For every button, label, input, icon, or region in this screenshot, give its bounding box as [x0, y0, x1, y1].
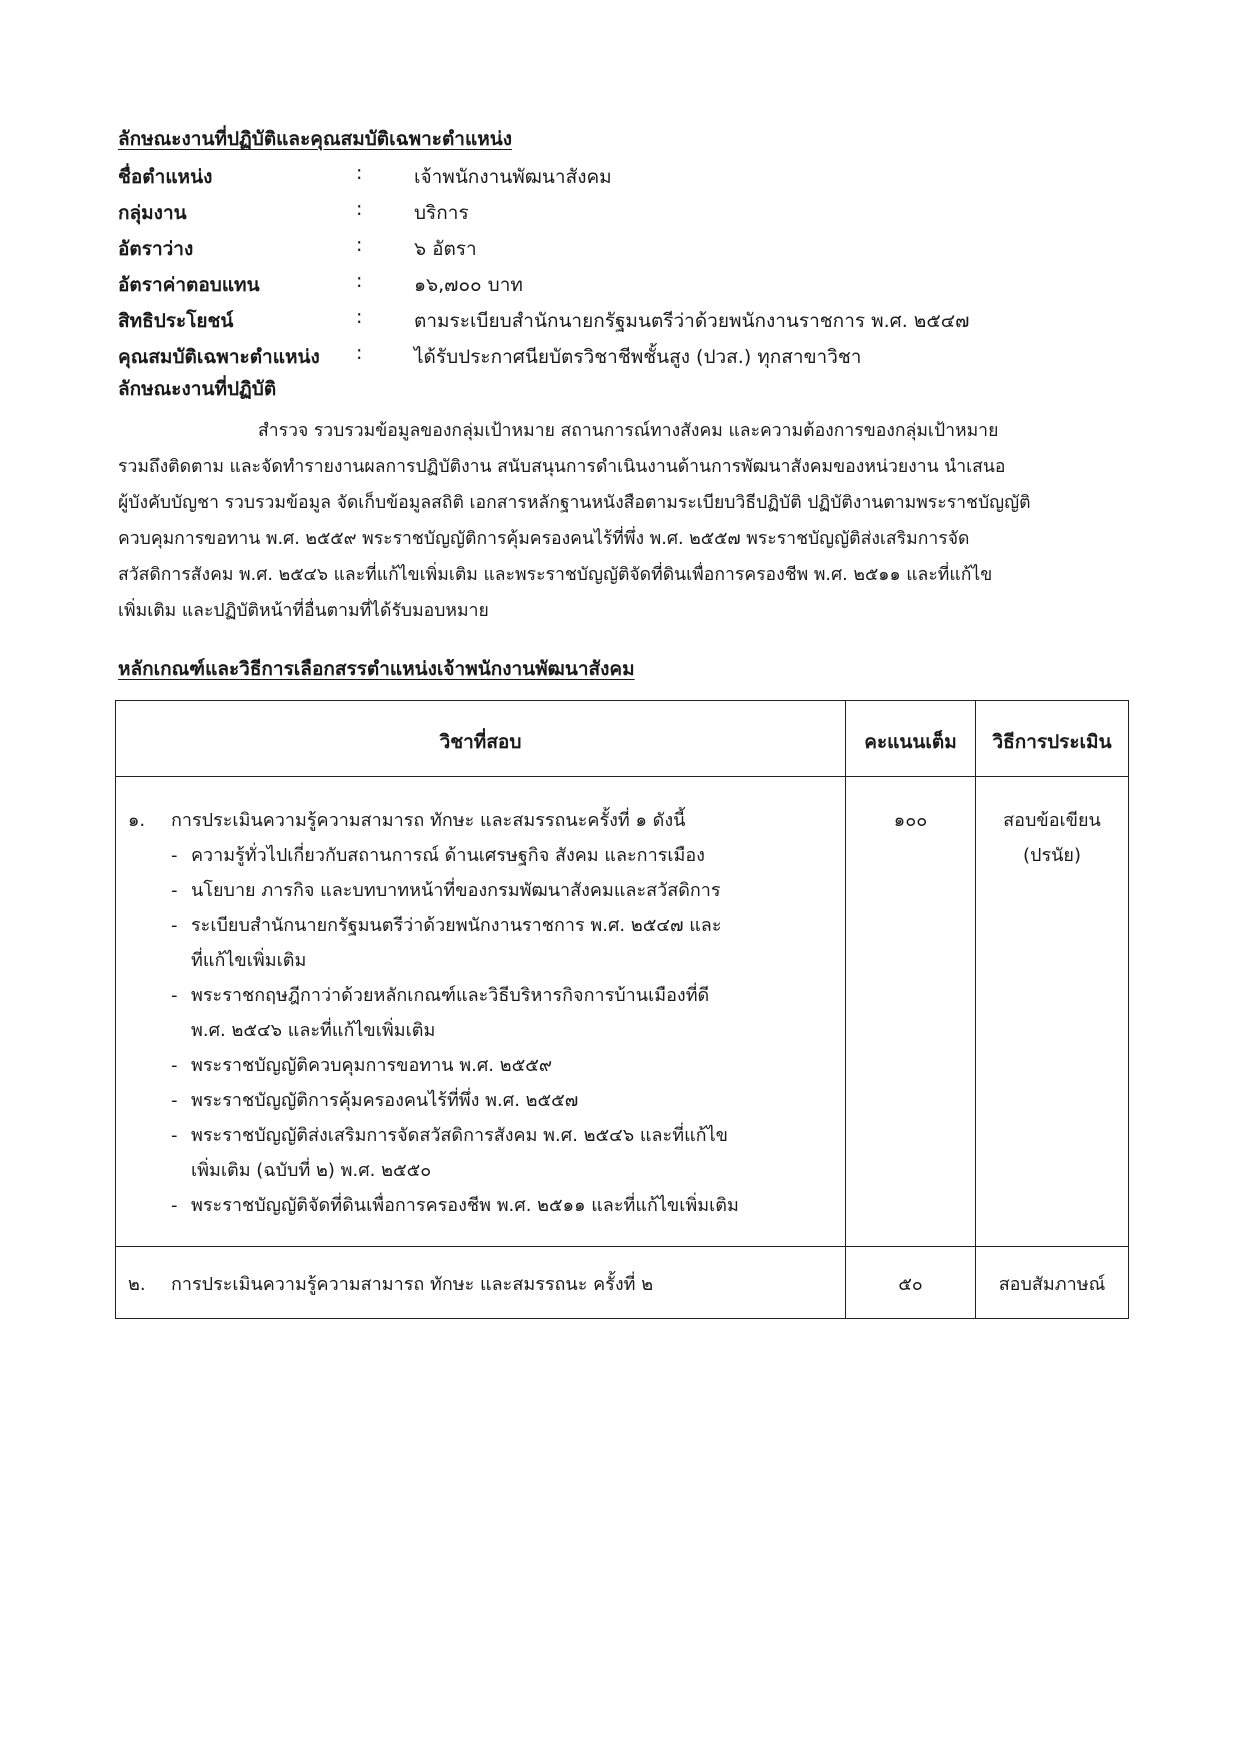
column-divider — [975, 701, 976, 1318]
row-divider — [116, 776, 1128, 777]
info-label: สิทธิประโยชน์ — [118, 310, 234, 332]
list-item — [171, 1190, 739, 1219]
list-item — [171, 875, 721, 904]
list-dash: - — [171, 1055, 178, 1076]
list-dash: - — [171, 1090, 178, 1111]
info-label: คุณสมบัติเฉพาะตำแหน่ง — [118, 346, 320, 368]
list-dash: - — [171, 1195, 178, 1216]
duties-paragraph-line: เพิ่มเติม และปฏิบัติหน้าที่อื่นตามที่ได้รับมอบหมาย — [118, 601, 489, 621]
info-colon: : — [356, 162, 363, 184]
header-method: วิธีการประเมิน — [992, 731, 1112, 753]
row-number: ๑. — [128, 810, 146, 831]
header-subject: วิชาที่สอบ — [439, 731, 522, 753]
info-value: ๖ อัตรา — [414, 238, 477, 260]
row-divider — [116, 1246, 1128, 1247]
list-item — [171, 1120, 728, 1149]
info-row-vacancy — [118, 234, 1118, 270]
list-item-text: ระเบียบสำนักนายกรัฐมนตรีว่าด้วยพนักงานราชการ พ.ศ. ๒๕๔๗ และ — [191, 915, 722, 936]
criteria-table — [115, 700, 1129, 1319]
column-divider — [845, 701, 846, 1318]
duties-paragraph-line: สำรวจ รวบรวมข้อมูลของกลุ่มเป้าหมาย สถานการณ์ทางสังคม และความต้องการของกลุ่มเป้าหมาย — [258, 421, 999, 441]
list-item — [171, 1085, 578, 1114]
list-item-text: พระราชบัญญัติจัดที่ดินเพื่อการครองชีพ พ.ศ. ๒๕๑๑ และที่แก้ไขเพิ่มเติม — [191, 1195, 739, 1216]
list-dash: - — [171, 880, 178, 901]
header-score: คะแนนเต็ม — [864, 731, 957, 753]
list-item-text: พระราชบัญญัติควบคุมการขอทาน พ.ศ. ๒๕๕๙ — [191, 1055, 553, 1076]
list-dash: - — [171, 985, 178, 1006]
info-colon: : — [356, 198, 363, 220]
info-row-group — [118, 198, 1118, 234]
info-row-qualification — [118, 342, 1118, 378]
info-colon: : — [356, 342, 363, 364]
info-row-salary — [118, 270, 1118, 306]
list-item-continuation: พ.ศ. ๒๕๔๖ และที่แก้ไขเพิ่มเติม — [191, 1020, 436, 1041]
info-label: ชื่อตำแหน่ง — [118, 166, 213, 188]
list-item-continuation: ที่แก้ไขเพิ่มเติม — [191, 950, 307, 971]
info-row-position — [118, 162, 1118, 198]
list-item-continuation: เพิ่มเติม (ฉบับที่ ๒) พ.ศ. ๒๕๕๐ — [191, 1160, 432, 1181]
row-method: สอบข้อเขียน — [1003, 810, 1101, 831]
list-dash: - — [171, 1125, 178, 1146]
row-score: ๕๐ — [898, 1274, 923, 1295]
info-colon: : — [356, 306, 363, 328]
list-item — [171, 840, 705, 869]
row-number: ๒. — [128, 1274, 146, 1295]
info-value: ได้รับประกาศนียบัตรวิชาชีพชั้นสูง (ปวส.) ทุกสาขาวิชา — [414, 346, 862, 368]
list-item — [171, 910, 722, 939]
info-label: กลุ่มงาน — [118, 202, 187, 224]
criteria-title: หลักเกณฑ์และวิธีการเลือกสรรตำแหน่งเจ้าพนักงานพัฒนาสังคม — [118, 658, 635, 680]
list-item-text: พระราชบัญญัติการคุ้มครองคนไร้ที่พึ่ง พ.ศ. ๒๕๕๗ — [191, 1090, 579, 1111]
info-row-benefits — [118, 306, 1118, 342]
info-value: ตามระเบียบสำนักนายกรัฐมนตรีว่าด้วยพนักงานราชการ พ.ศ. ๒๕๔๗ — [414, 310, 970, 332]
duties-label: ลักษณะงานที่ปฏิบัติ — [118, 378, 277, 400]
row-method-detail: (ปรนัย) — [1023, 845, 1081, 866]
info-label: อัตราว่าง — [118, 238, 194, 260]
list-dash: - — [171, 915, 178, 936]
section-title: ลักษณะงานที่ปฏิบัติและคุณสมบัติเฉพาะตำแหน่ง — [118, 128, 513, 150]
duties-paragraph-line: รวมถึงติดตาม และจัดทำรายงานผลการปฏิบัติงาน สนับสนุนการดำเนินงานด้านการพัฒนาสังคมของหน่วยงาน นำเสนอ — [118, 457, 1006, 477]
row-score: ๑๐๐ — [893, 810, 928, 831]
duties-paragraph-line: สวัสดิการสังคม พ.ศ. ๒๕๔๖ และที่แก้ไขเพิ่มเติม และพระราชบัญญัติจัดที่ดินเพื่อการครองชีพ พ.ศ. ๒๕๑๑ และที่แก้ไข — [118, 565, 993, 585]
list-item — [171, 1050, 552, 1079]
list-item-text: นโยบาย ภารกิจ และบทบาทหน้าที่ของกรมพัฒนาสังคมและสวัสดิการ — [191, 880, 721, 901]
info-value: บริการ — [414, 202, 469, 224]
list-item-text: พระราชบัญญัติส่งเสริมการจัดสวัสดิการสังคม พ.ศ. ๒๕๔๖ และที่แก้ไข — [191, 1125, 728, 1146]
info-value: เจ้าพนักงานพัฒนาสังคม — [414, 166, 612, 188]
list-dash: - — [171, 845, 178, 866]
duties-paragraph-line: ควบคุมการขอทาน พ.ศ. ๒๕๕๙ พระราชบัญญัติการคุ้มครองคนไร้ที่พึ่ง พ.ศ. ๒๕๕๗ พระราชบัญญัติส่งเสริมการจัด — [118, 529, 970, 549]
list-item-text: พระราชกฤษฎีกาว่าด้วยหลักเกณฑ์และวิธีบริหารกิจการบ้านเมืองที่ดี — [191, 985, 710, 1006]
info-value: ๑๖,๗๐๐ บาท — [414, 274, 523, 296]
info-colon: : — [356, 270, 363, 292]
info-label: อัตราค่าตอบแทน — [118, 274, 260, 296]
list-item — [171, 980, 709, 1009]
row-method: สอบสัมภาษณ์ — [998, 1274, 1106, 1295]
duties-paragraph-line: ผู้บังคับบัญชา รวบรวมข้อมูล จัดเก็บข้อมูลสถิติ เอกสารหลักฐานหนังสือตามระเบียบวิธีปฏิบัติ ปฏิบัติงานตามพระราชบัญญัติ — [118, 493, 1031, 513]
list-item-text: ความรู้ทั่วไปเกี่ยวกับสถานการณ์ ด้านเศรษฐกิจ สังคม และการเมือง — [191, 845, 705, 866]
row-title: การประเมินความรู้ความสามารถ ทักษะ และสมรรถนะ ครั้งที่ ๒ — [171, 1274, 654, 1295]
info-colon: : — [356, 234, 363, 256]
row-title: การประเมินความรู้ความสามารถ ทักษะ และสมรรถนะครั้งที่ ๑ ดังนี้ — [171, 810, 686, 831]
